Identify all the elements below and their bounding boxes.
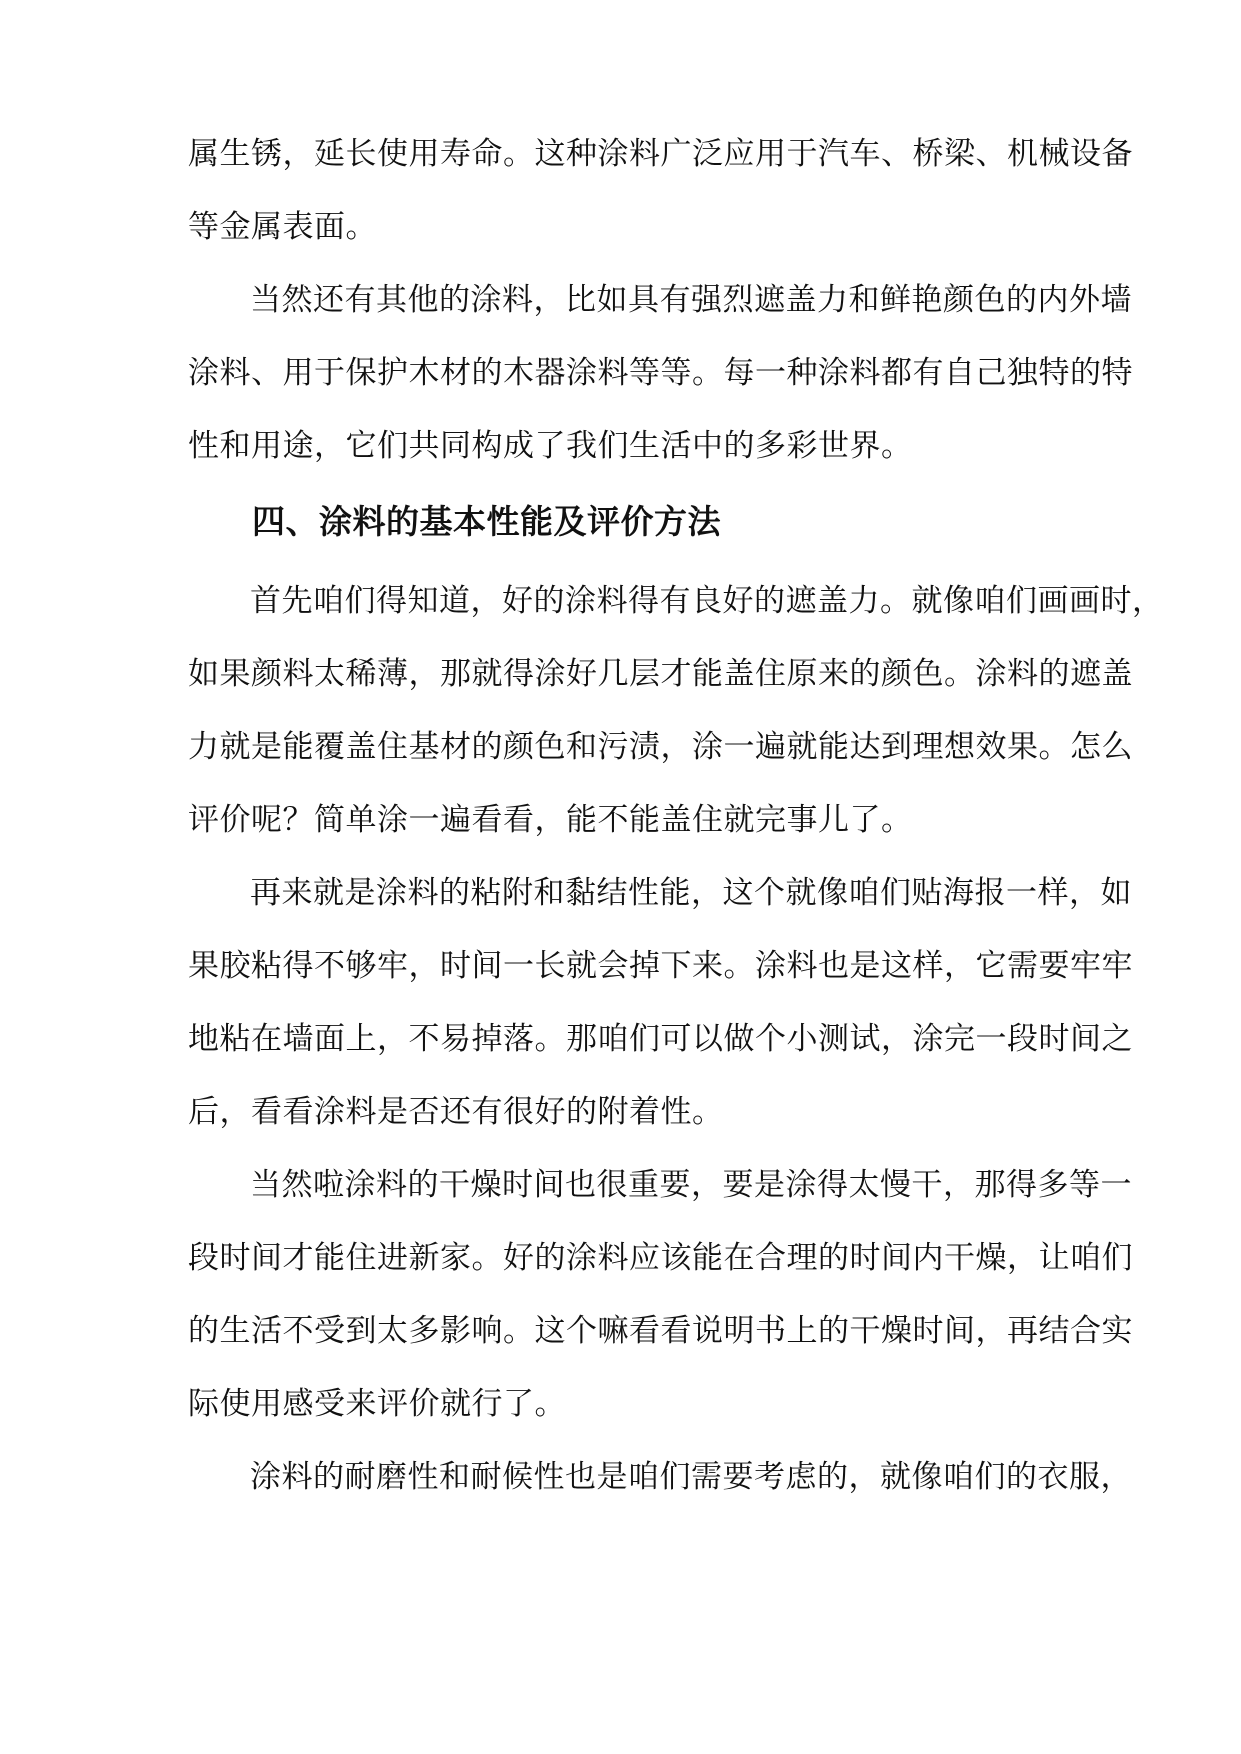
text-line: 等金属表面。 [188,209,377,245]
text-line: 当然啦涂料的干燥时间也很重要，要是涂得太慢干，那得多等一 [250,1167,1132,1203]
text-line: 涂料的耐磨性和耐候性也是咱们需要考虑的，就像咱们的衣服， [250,1459,1132,1495]
text-line: 首先咱们得知道，好的涂料得有良好的遮盖力。就像咱们画画时， [250,583,1164,619]
text-line: 再来就是涂料的粘附和黏结性能，这个就像咱们贴海报一样，如 [250,875,1132,911]
text-line: 涂料、用于保护木材的木器涂料等等。每一种涂料都有自己独特的特 [188,355,1133,391]
text-block-bottom [188,565,1164,1514]
text-line: 当然还有其他的涂料，比如具有强烈遮盖力和鲜艳颜色的内外墙 [250,282,1132,318]
text-line: 如果颜料太稀薄，那就得涂好几层才能盖住原来的颜色。涂料的遮盖 [188,656,1133,692]
text-line: 评价呢？简单涂一遍看看，能不能盖住就完事儿了。 [188,802,913,838]
text-line: 果胶粘得不够牢，时间一长就会掉下来。涂料也是这样，它需要牢牢 [188,948,1133,984]
text-block-top [188,118,1133,483]
text-line: 后，看看涂料是否还有很好的附着性。 [188,1094,724,1130]
paragraph [188,565,1164,857]
text-line: 地粘在墙面上，不易掉落。那咱们可以做个小测试，涂完一段时间之 [188,1021,1133,1057]
section-heading: 四、涂料的基本性能及评价方法 [252,502,721,541]
paragraph [188,1441,1132,1514]
paragraph [188,857,1133,1149]
text-line: 段时间才能住进新家。好的涂料应该能在合理的时间内干燥，让咱们 [188,1240,1133,1276]
text-line: 力就是能覆盖住基材的颜色和污渍，涂一遍就能达到理想效果。怎么 [188,729,1133,765]
text-line: 际使用感受来评价就行了。 [188,1386,566,1422]
text-line: 属生锈，延长使用寿命。这种涂料广泛应用于汽车、桥梁、机械设备 [188,136,1133,172]
paragraph [188,1149,1133,1441]
paragraph [188,118,1133,264]
text-line: 的生活不受到太多影响。这个嘛看看说明书上的干燥时间，再结合实 [188,1313,1133,1349]
text-line: 性和用途，它们共同构成了我们生活中的多彩世界。 [188,428,913,464]
paragraph [188,264,1133,483]
